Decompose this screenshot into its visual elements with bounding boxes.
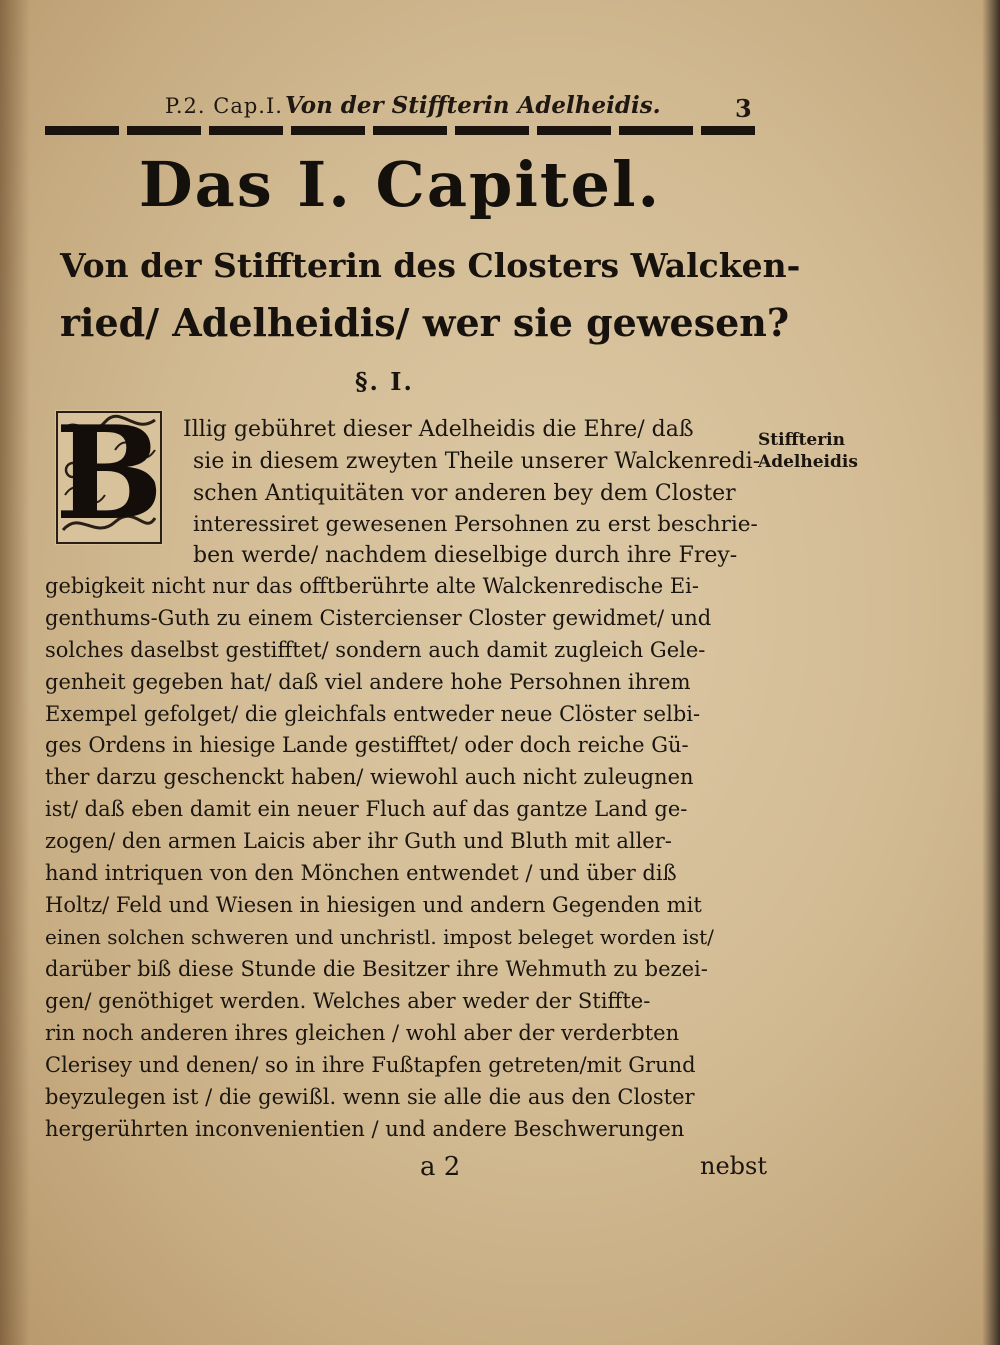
body-line: solches daselbst gestifftet/ sondern auch damit zugleich Gele- [45,638,706,662]
running-head-chapter: P.2. Cap.I. [165,94,283,118]
body-line: gebigkeit nicht nur das offtberührte alte Walckenredische Ei- [45,574,699,598]
margin-note-line-1: Stiffterin [758,430,845,450]
body-line: genheit gegeben hat/ daß viel andere hohe Persohnen ihrem [45,670,691,694]
header-rule [45,126,755,135]
decorated-initial [55,399,164,549]
page-number: 3 [735,94,752,123]
initial-letter: B [55,399,164,549]
catchword: nebst [700,1152,767,1180]
body-line: Holtz/ Feld und Wiesen in hiesigen und andern Gegenden mit [45,893,702,917]
body-line: hand intriquen von den Mönchen entwendet / und über diß [45,861,677,885]
page-edge-right [982,0,1000,1345]
body-line: Clerisey und denen/ so in ihre Fußtapfen getreten/mit Grund [45,1053,696,1077]
body-line: schen Antiquitäten vor anderen bey dem Closter [193,481,736,506]
section-mark: §. I. [355,367,414,396]
body-line: ges Ordens in hiesige Lande gestifftet/ oder doch reiche Gü- [45,733,689,757]
signature-mark: a 2 [420,1152,461,1182]
body-line: Exempel gefolget/ die gleichfals entweder neue Clöster selbi- [45,702,701,726]
body-line: beyzulegen ist / die gewißl. wenn sie alle die aus den Closter [45,1085,695,1109]
running-head [165,92,755,122]
body-line: darüber biß diese Stunde die Besitzer ihre Wehmuth zu bezei- [45,957,708,981]
body-line: ben werde/ nachdem dieselbige durch ihre Frey- [193,543,738,568]
chapter-subtitle-line-2: ried/ Adelheidis/ wer sie gewesen? [60,300,790,345]
margin-note-line-2: Adelheidis [758,452,858,472]
running-head-title: Von der Stiffterin Adelheidis. [285,92,661,119]
body-line: genthums-Guth zu einem Cistercienser Closter gewidmet/ und [45,606,712,630]
body-line: ther darzu geschenckt haben/ wiewohl auch nicht zuleugnen [45,765,694,789]
chapter-title: Das I. Capitel. [138,148,662,221]
body-line: ist/ daß eben damit ein neuer Fluch auf das gantze Land ge- [45,797,688,821]
body-line: rin noch anderen ihres gleichen / wohl aber der verderbten [45,1021,680,1045]
body-line: zogen/ den armen Laicis aber ihr Guth und Bluth mit aller- [45,829,672,853]
body-line: gen/ genöthiget werden. Welches aber weder der Stiffte- [45,989,651,1013]
body-line: Illig gebühret dieser Adelheidis die Ehre/ daß [183,417,694,442]
body-line: interessiret gewesenen Persohnen zu erst beschrie- [193,512,758,537]
body-line: hergerührten inconvenientien / und andere Beschwerungen [45,1117,685,1141]
body-line: sie in diesem zweyten Theile unserer Walckenredi- [193,449,761,474]
body-line: einen solchen schweren und unchristl. impost beleget worden ist/ [45,925,714,949]
chapter-subtitle-line-1: Von der Stiffterin des Closters Walcken- [60,246,801,285]
